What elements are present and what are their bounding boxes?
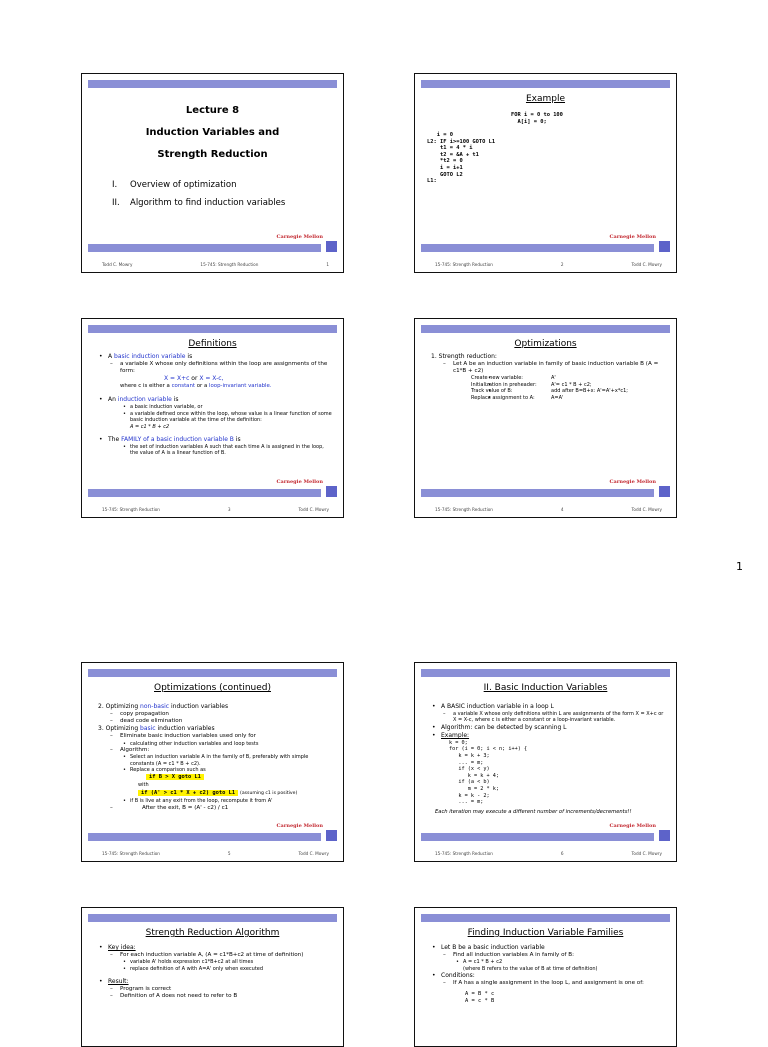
with-label: with bbox=[138, 782, 149, 789]
slide-footer-square bbox=[659, 486, 670, 497]
bullet: • Let B be a basic induction variable bbox=[431, 944, 666, 952]
slide-footer-bar bbox=[421, 244, 654, 252]
slide-footer: 15-745: Strength Reduction 2 Todd C. Mowry bbox=[435, 262, 662, 267]
slide-header-bar bbox=[421, 80, 670, 88]
sub-sub-bullet: • if B is live at any exit from the loop, recompute it from A' bbox=[98, 798, 333, 804]
slide-body bbox=[431, 944, 666, 1004]
brand-logo: Carnegie Mellon bbox=[609, 479, 656, 485]
bullet: • Result: bbox=[98, 978, 333, 986]
slide-body bbox=[431, 353, 666, 401]
sub-sub-bullet: • A = c1 * B + c2 bbox=[431, 959, 666, 965]
slide-body bbox=[98, 703, 333, 812]
slide-footer-bar bbox=[88, 244, 321, 252]
slide-footer-square bbox=[659, 830, 670, 841]
slide-footer: 15-745: Strength Reduction 5 Todd C. Mowry bbox=[102, 851, 329, 856]
brand-logo: Carnegie Mellon bbox=[609, 234, 656, 240]
page-number: 1 bbox=[736, 560, 743, 573]
slide-2 bbox=[414, 73, 677, 273]
step-table bbox=[431, 375, 666, 401]
sub-bullet: – Let A be an induction variable in family of basic induction variable B (A = c1*B + c2) bbox=[431, 361, 666, 375]
sub-bullet: – a variable X whose only definitions within the loop are assignments of the form: bbox=[98, 361, 333, 375]
slide-title: Definitions bbox=[188, 339, 237, 349]
outline-item-2: II. Algorithm to find induction variables bbox=[112, 198, 286, 208]
slide-header-bar bbox=[421, 325, 670, 333]
where-line: where c is either a constant or a loop-invariant variable. bbox=[120, 383, 272, 390]
slide-footer-bar bbox=[421, 833, 654, 841]
sub-bullet: – Definition of A does not need to refer to B bbox=[98, 993, 333, 1000]
sub-bullet: – Program is correct bbox=[98, 986, 333, 993]
slide-title: Example bbox=[525, 94, 566, 104]
brand-logo: Carnegie Mellon bbox=[276, 823, 323, 829]
numbered-item: 2. Optimizing non-basic induction variables bbox=[98, 703, 229, 710]
brand-logo: Carnegie Mellon bbox=[609, 823, 656, 829]
sub-sub-bullet: • Select an induction variable A in the family of B, preferably with simple constants (A = c1 * B + c2). bbox=[98, 754, 333, 767]
slide-3 bbox=[81, 318, 344, 518]
numbered-item: 3. Optimizing basic induction variables bbox=[98, 725, 215, 733]
slide-header-bar bbox=[421, 669, 670, 677]
code-highlight: if B > X goto L1 bbox=[146, 774, 204, 780]
sub-bullet: – Algorithm: bbox=[98, 747, 333, 754]
sub-bullet: – If A has a single assignment in the loop L, and assignment is one of: bbox=[431, 980, 666, 987]
outline-item-1: I. Overview of optimization bbox=[112, 180, 237, 190]
slide-footer: 15-745: Strength Reduction 3 Todd C. Mowry bbox=[102, 507, 329, 512]
slide-7 bbox=[81, 907, 344, 1047]
slide-footer: 15-745: Strength Reduction 4 Todd C. Mowry bbox=[435, 507, 662, 512]
sub-sub-bullet: • calculating other induction variables and loop tests bbox=[98, 741, 333, 747]
step-row: • Initialization in preheader: A'= c1 * B + c2; bbox=[463, 382, 666, 388]
sub-bullet: – Find all induction variables A in family of B: bbox=[431, 952, 666, 959]
slide-title: Finding Induction Variable Families bbox=[467, 928, 624, 938]
step-row: • Create new variable: A' bbox=[463, 375, 666, 381]
sub-bullet: • a variable defined once within the loop, whose value is a linear function of some basic induction variable at the time of the definition: bbox=[98, 411, 333, 424]
sub-bullet: – a variable X whose only definitions within L are assignments of the form X = X+c or X = X-c, where c is either a constant or a loop-invariant variable. bbox=[431, 711, 666, 724]
slide-title: II. Basic Induction Variables bbox=[483, 683, 608, 693]
brand-logo: Carnegie Mellon bbox=[276, 479, 323, 485]
code-block-top: FOR i = 0 to 100 A[i] = 0; bbox=[511, 112, 563, 125]
slide-footer-bar bbox=[421, 489, 654, 497]
code-highlight: if (A' > c1 * X + c2) goto L1 bbox=[138, 790, 238, 796]
sub-bullet: • the set of induction variables A such that each time A is assigned in the loop, the value of A is a linear function of B. bbox=[98, 444, 333, 457]
slide-title: Optimizations (continued) bbox=[154, 683, 271, 693]
slide-header-bar bbox=[88, 914, 337, 922]
slide-footer: Todd C. Mowry 15-745: Strength Reduction 1 bbox=[102, 262, 329, 267]
sub-sub-bullet: • variable A' holds expression c1*B+c2 at all times bbox=[98, 959, 333, 965]
bullet: • Example: bbox=[431, 732, 666, 740]
sub-bullet: – For each induction variable A, (A = c1*B+c2 at time of definition) bbox=[98, 952, 333, 959]
formula: A = c1 * B + c2 bbox=[130, 423, 170, 430]
code-block: A = B * c A = c * B bbox=[465, 991, 495, 1004]
step-row: • Track value of B: add after B=B+x: A'=A'+x*c1; bbox=[463, 388, 666, 394]
bullet: • The FAMILY of a basic induction variable B is bbox=[98, 436, 333, 444]
slide-8 bbox=[414, 907, 677, 1047]
note: Each iteration may execute a different number of increments/decrements!! bbox=[435, 808, 632, 815]
slide-footer-bar bbox=[88, 489, 321, 497]
slide-1 bbox=[81, 73, 344, 273]
slide-6 bbox=[414, 662, 677, 862]
sub-sub-bullet: • Replace a comparison such as bbox=[98, 767, 333, 773]
slide-header-bar bbox=[88, 325, 337, 333]
slide-title: Optimizations bbox=[514, 339, 577, 349]
slide-5 bbox=[81, 662, 344, 862]
brand-logo: Carnegie Mellon bbox=[276, 234, 323, 240]
slide-header-bar bbox=[88, 80, 337, 88]
code-block: k = 0; for (i = 0; i < n; i++) { k = k + 3; ... = m; if (x < y) k = k + 4; if (a < b) m = 2 * k; k = k - 2; ... = m; bbox=[449, 739, 528, 806]
formula: X = X+c or X = X-c, bbox=[164, 375, 224, 383]
slide-body bbox=[98, 944, 333, 1000]
slide-body bbox=[98, 353, 333, 457]
bullet: • Algorithm: can be detected by scanning L bbox=[431, 724, 666, 732]
sub-bullet: – After the exit, B = (A' - c2) / c1 bbox=[98, 805, 333, 812]
slide-header-bar bbox=[421, 914, 670, 922]
slide-footer-bar bbox=[88, 833, 321, 841]
slide-footer-square bbox=[326, 830, 337, 841]
note: (where B refers to the value of B at time of definition) bbox=[463, 965, 598, 972]
slide-body bbox=[431, 703, 666, 816]
outline bbox=[112, 176, 285, 212]
bullet: • Key idea: bbox=[98, 944, 333, 952]
bullet: • A BASIC induction variable in a loop L bbox=[431, 703, 666, 711]
step-row: • Replace assignment to A: A=A' bbox=[463, 395, 666, 401]
slide-title: Lecture 8 Induction Variables and Strength Reduction bbox=[145, 105, 280, 160]
sub-sub-bullet: • replace definition of A with A=A' only when executed bbox=[98, 966, 333, 972]
sub-bullet: – copy propagation bbox=[98, 711, 333, 718]
sub-bullet: – dead code elimination bbox=[98, 718, 333, 725]
bullet: • Conditions: bbox=[431, 972, 666, 980]
slide-4 bbox=[414, 318, 677, 518]
slide-footer-square bbox=[326, 241, 337, 252]
slide-footer-square bbox=[326, 486, 337, 497]
bullet: • A basic induction variable is bbox=[98, 353, 333, 361]
assumption-note: (assuming c1 is positive) bbox=[240, 791, 298, 797]
sub-bullet: – Eliminate basic induction variables used only for bbox=[98, 733, 333, 740]
sub-bullet: • a basic induction variable, or bbox=[98, 404, 333, 410]
slide-header-bar bbox=[88, 669, 337, 677]
slide-footer: 15-745: Strength Reduction 6 Todd C. Mowry bbox=[435, 851, 662, 856]
slide-title: Strength Reduction Algorithm bbox=[145, 928, 280, 938]
bullet: • An induction variable is bbox=[98, 396, 333, 404]
numbered-item: 1. Strength reduction: bbox=[431, 353, 497, 360]
code-block-body: i = 0 L2: IF i>=100 GOTO L1 t1 = 4 * i t2 = &A + t1 *t2 = 0 i = i+1 GOTO L2 L1: bbox=[427, 132, 496, 185]
slide-footer-square bbox=[659, 241, 670, 252]
